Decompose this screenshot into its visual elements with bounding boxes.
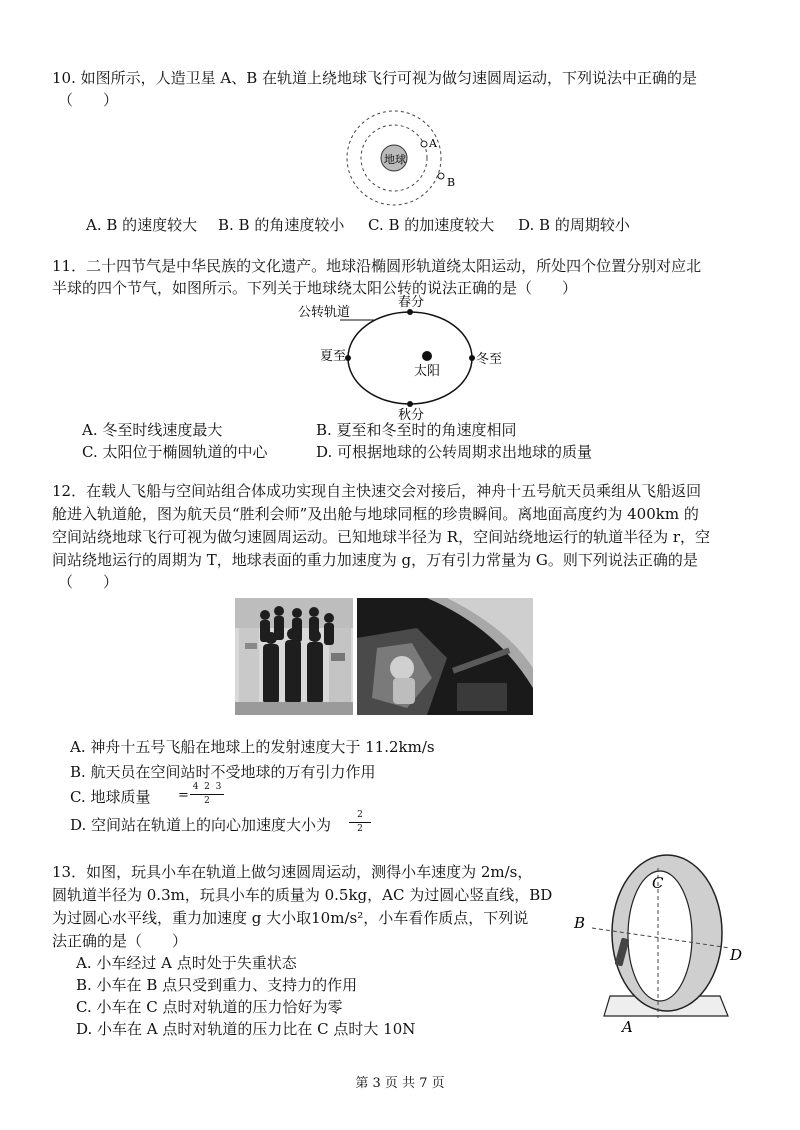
q13-option-c: C. 小车在 C 点时对轨道的压力恰好为零 <box>76 998 343 1016</box>
q10-option-b: B. B 的角速度较小 <box>218 216 345 234</box>
spacewalk-earth-photo <box>357 598 533 715</box>
q12-formula-d-fraction-bar <box>349 822 371 823</box>
q13-option-d: D. 小车在 A 点时对轨道的压力比在 C 点时大 10N <box>76 1020 416 1038</box>
q10-option-d: D. B 的周期较小 <box>518 216 630 234</box>
satellite-a-label: A <box>429 137 437 150</box>
winter-label: 冬至 <box>476 352 503 367</box>
q12-stem-line-2: 舱进入轨道舱，图为航天员“胜利会师”及出舱与地球同框的珍贵瞬间。离地面高度约为 400km 的 <box>52 505 699 523</box>
point-d-label: D <box>730 946 743 964</box>
spring-label: 春分 <box>398 295 425 310</box>
q12-stem-line-4: 间站绕地运行的周期为 T，地球表面的重力加速度为 g，万有引力常量为 G。则下列说法正确的是 <box>52 551 698 569</box>
point-c-label: C <box>652 874 664 892</box>
q13-loop-track-figure <box>570 848 750 1038</box>
q11-orbit-figure <box>290 292 520 422</box>
q10-answer-blank: （ ） <box>58 91 119 109</box>
page-footer: 第 3 页 共 7 页 <box>355 1076 445 1091</box>
summer-label: 夏至 <box>320 349 347 364</box>
q12-answer-blank: （ ） <box>58 573 119 591</box>
q12-option-c: C. 地球质量 <box>70 788 151 806</box>
q12-option-d: D. 空间站在轨道上的向心加速度大小为 <box>70 816 332 834</box>
q13-stem-line-4: 法正确的是（ ） <box>52 932 188 950</box>
winter-point <box>469 355 475 361</box>
q12-stem-line-3: 空间站绕地球飞行可视为做匀速圆周运动。已知地球半径为 R，空间站绕地运行的轨道半径为 r，空 <box>52 528 711 546</box>
q10-option-a: A. B 的速度较大 <box>86 216 198 234</box>
q10-option-c: C. B 的加速度较大 <box>368 216 495 234</box>
q11-option-c: C. 太阳位于椭圆轨道的中心 <box>82 443 268 461</box>
satellite-a <box>421 141 427 147</box>
q12-formula-d-numerator: 2 <box>357 810 363 820</box>
orbit-label: 公转轨道 <box>298 305 351 320</box>
sun-label: 太阳 <box>414 364 441 379</box>
sun-dot <box>422 351 432 361</box>
q11-option-b: B. 夏至和冬至时的角速度相同 <box>316 421 517 439</box>
satellite-b-label: B <box>447 176 456 189</box>
astronaut-group-photo <box>235 598 353 715</box>
q13-option-b: B. 小车在 B 点只受到重力、支持力的作用 <box>76 976 358 994</box>
q12-option-b: B. 航天员在空间站时不受地球的万有引力作用 <box>70 763 376 781</box>
q12-formula-c-fraction-bar <box>190 794 224 795</box>
q12-formula-d-denominator: 2 <box>357 824 363 834</box>
satellite-b <box>438 173 444 179</box>
q11-stem-line-2: 半球的四个节气，如图所示。下列关于地球绕太阳公转的说法正确的是（ ） <box>52 279 578 297</box>
autumn-point <box>407 401 413 407</box>
q13-option-a: A. 小车经过 A 点时处于失重状态 <box>76 954 297 972</box>
q12-formula-c-eq: = <box>178 788 189 803</box>
q11-option-d: D. 可根据地球的公转周期求出地球的质量 <box>316 443 593 461</box>
q11-option-a: A. 冬至时线速度最大 <box>82 421 223 439</box>
orbit-ellipse <box>348 312 472 404</box>
point-b-label: B <box>574 914 586 932</box>
q10-stem: 10. 如图所示，人造卫星 A、B 在轨道上绕地球飞行可视为做匀速圆周运动，下列说法中正确的是 <box>52 69 698 87</box>
autumn-label: 秋分 <box>398 408 425 422</box>
q13-stem-line-1: 13．如图，玩具小车在轨道上做匀速圆周运动，测得小车速度为 2m/s， <box>52 863 533 881</box>
point-a-label: A <box>622 1018 633 1036</box>
earth-label: 地球 <box>384 153 406 166</box>
q12-option-a: A. 神舟十五号飞船在地球上的发射速度大于 11.2km/s <box>70 738 435 756</box>
q13-stem-line-3: 为过圆心水平线，重力加速度 g 大小取10m/s²，小车看作质点，下列说 <box>52 909 529 927</box>
q12-stem-line-1: 12．在载人飞船与空间站组合体成功实现自主快速交会对接后，神舟十五号航天员乘组从飞船返回 <box>52 482 702 500</box>
q13-stem-line-2: 圆轨道半径为 0.3m，玩具小车的质量为 0.5kg，AC 为过圆心竖直线，BD <box>52 886 553 904</box>
q11-stem-line-1: 11．二十四节气是中华民族的文化遗产。地球沿椭圆形轨道绕太阳运动，所处四个位置分别对应北 <box>52 257 702 275</box>
q12-formula-c-denominator: 2 <box>204 796 210 806</box>
q12-formula-c-numerator: 4 2 3 <box>192 782 222 792</box>
q10-satellite-figure <box>330 100 480 210</box>
